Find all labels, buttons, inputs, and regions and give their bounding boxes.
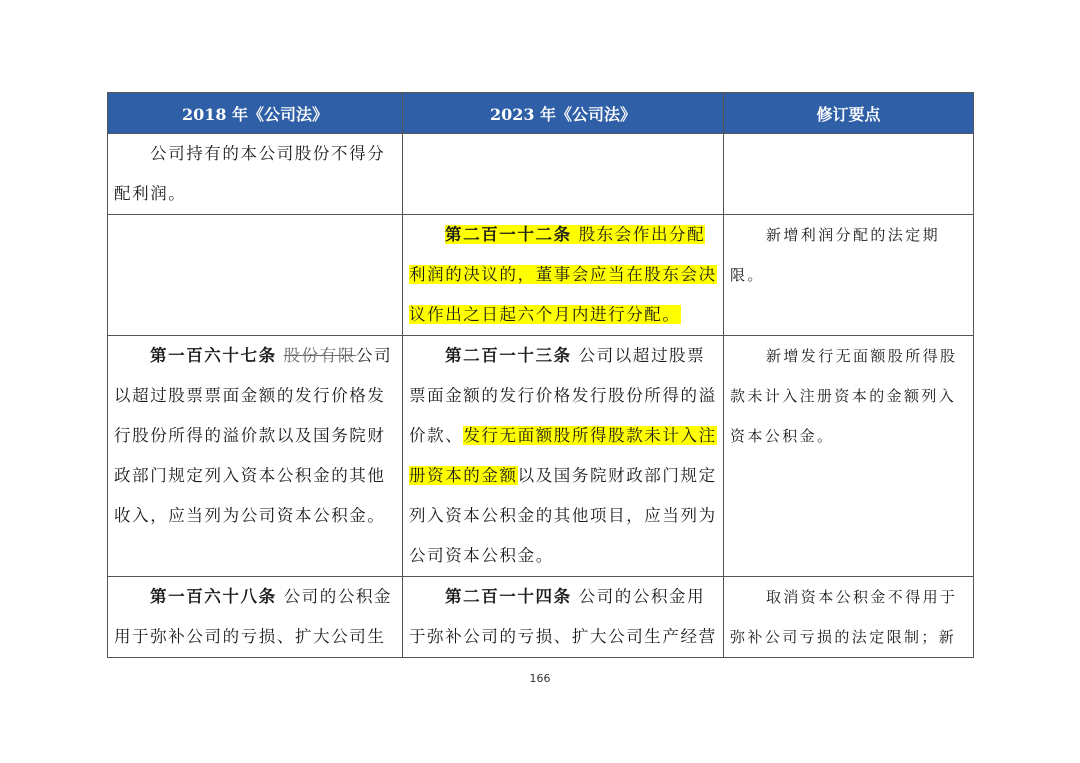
revision-note: 新增利润分配的法定期限。 <box>730 226 941 284</box>
old-text: 公司以超过股票票面金额的发行价格发行股份所得的溢价款以及国务院财政部门规定列入资本公积金的其他收入，应当列为公司资本公积金。 <box>114 346 393 525</box>
old-text: 公司的公积金用于弥补公司的亏损、扩大公司生 <box>114 587 393 646</box>
page-number: 166 <box>529 672 551 685</box>
table-header-row <box>108 93 974 134</box>
article-number: 第二百一十三条 <box>445 346 572 365</box>
table-row <box>108 577 974 658</box>
cell-2018 <box>108 336 403 577</box>
table-row <box>108 336 974 577</box>
header-2018-law: 2018 年《公司法》 <box>108 93 403 134</box>
deleted-text: 股份有限 <box>283 346 356 365</box>
cell-2023 <box>403 336 724 577</box>
table-row <box>108 134 974 215</box>
cell-notes <box>724 577 974 658</box>
article-number: 第二百一十二条 <box>445 225 572 244</box>
cell-2023 <box>403 215 724 336</box>
highlighted-text: 股东会作出分配利润的决议的，董事会应当在股东会决议作出之日起六个月内进行分配。 <box>409 225 717 324</box>
new-text: 以及国务院财政部门规定列入资本公积金的其他项目，应当列为公司资本公积金。 <box>409 466 717 565</box>
cell-2023 <box>403 577 724 658</box>
header-revision-notes: 修订要点 <box>724 93 974 134</box>
old-text: 公司持有的本公司股份不得分配利润。 <box>114 144 386 203</box>
revision-note: 新增发行无面额股所得股款未计入注册资本的金额列入资本公积金。 <box>730 347 958 445</box>
cell-2023 <box>403 134 724 215</box>
cell-notes <box>724 215 974 336</box>
cell-2018 <box>108 577 403 658</box>
table-row <box>108 215 974 336</box>
revision-note: 取消资本公积金不得用于弥补公司亏损的法定限制；新 <box>730 588 958 646</box>
article-number: 第一百六十七条 <box>150 346 277 365</box>
cell-2018 <box>108 215 403 336</box>
new-text: 公司以超过股票票面金额的发行价格发行股份所得的溢价款、 <box>409 346 717 445</box>
cell-notes <box>724 336 974 577</box>
cell-notes <box>724 134 974 215</box>
header-2023-law: 2023 年《公司法》 <box>403 93 724 134</box>
cell-2018 <box>108 134 403 215</box>
new-text: 公司的公积金用于弥补公司的亏损、扩大公司生产经营 <box>409 587 717 646</box>
highlighted-text: 发行无面额股所得股款未计入注册资本的金额 <box>409 426 717 485</box>
article-number: 第二百一十四条 <box>445 587 572 606</box>
comparison-table <box>107 92 974 658</box>
article-number: 第一百六十八条 <box>150 587 277 606</box>
